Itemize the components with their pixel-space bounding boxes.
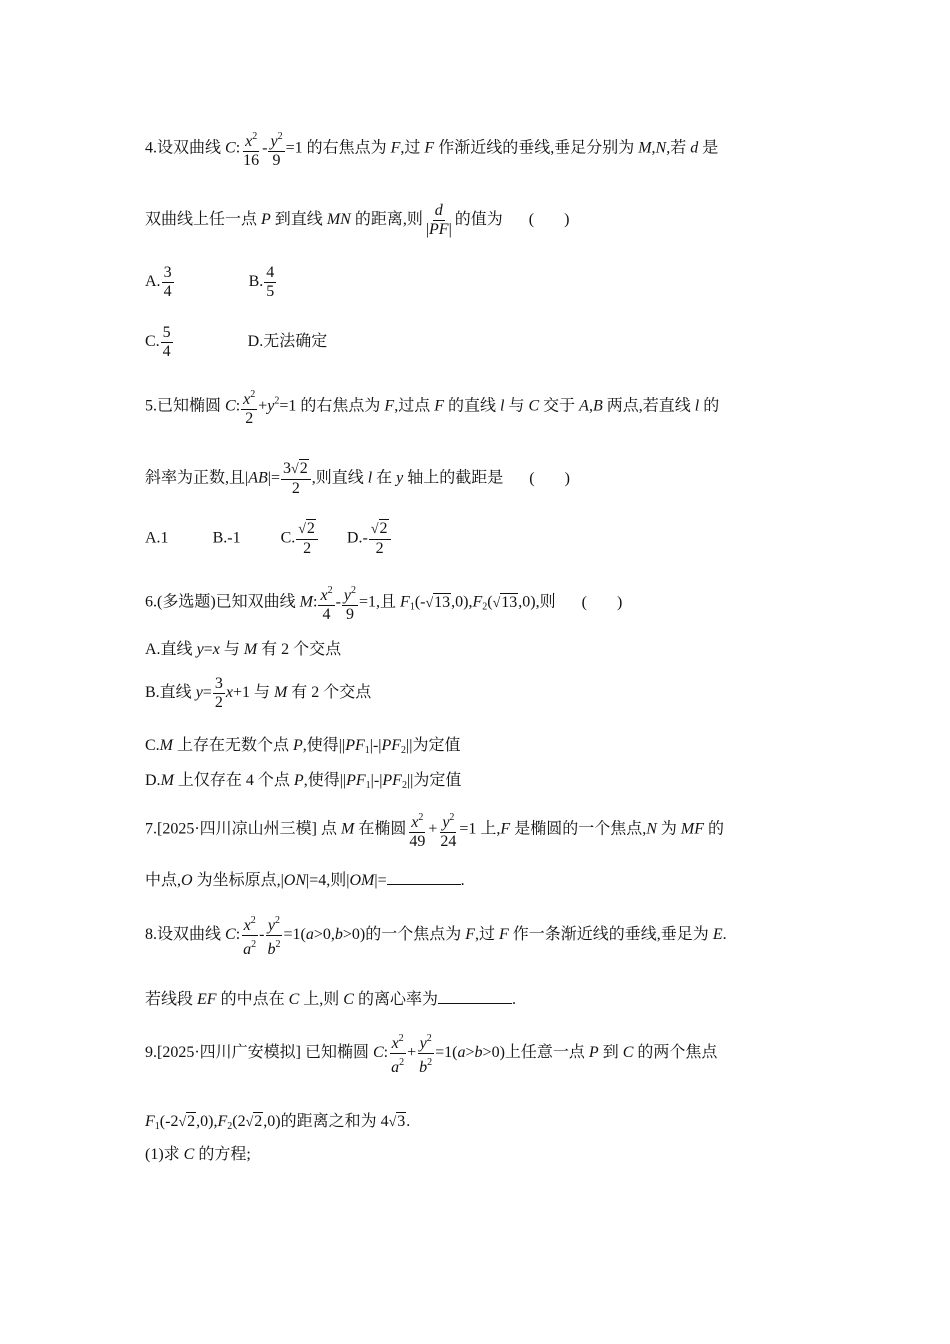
- fraction: $\frac{x^2}{16}$: [241, 128, 261, 170]
- q6-optC: C.M 上存在无数个点 P,使得$||PF_1|-|PF_2||$为定值: [145, 737, 461, 756]
- answer-paren: (): [528, 211, 600, 229]
- q4-text: 4.设双曲线: [145, 139, 226, 157]
- q5-options: A.1 B.-1 C. $\frac{√2}{2}$ D.- $\frac{√2}{2}$: [145, 520, 392, 558]
- q8-line2: 若线段 EF 的中点在 C 上,则 C 的离心率为 .: [145, 991, 516, 1008]
- answer-blank[interactable]: [438, 989, 512, 1004]
- fraction: $\frac{d}{|PF|}$: [425, 202, 452, 238]
- q8-line1: 8.设双曲线 C: $\frac{x^2}{a^2}$ - $\frac{y^2}{b^2}$ =1(a>0,b>0)的一个焦点为 F,过 F 作一条渐近线的垂线,垂足为 E.: [145, 912, 727, 959]
- q4-options-cd: C. $\frac{5}{4}$ D.无法确定: [145, 324, 328, 360]
- q6-line1: 6.(多选题)已知双曲线 M: $\frac{x^2}{4}$ - $\frac{y^2}{9}$ =1,且 $F_1(-√13,0),F_2(√13,0)$,则 (): [145, 582, 652, 624]
- q9-line1: 9.[2025·四川广安模拟] 已知椭圆 C: $\frac{x^2}{a^2}$ + $\frac{y^2}{b^2}$ =1(a>b>0)上任意一点 P 到 C 的两个焦点: [145, 1030, 717, 1077]
- q7-line2: 中点,O 为坐标原点,|ON|=4,则|OM|= .: [145, 872, 465, 889]
- fraction: $\frac{y^2}{9}$: [268, 128, 284, 170]
- q6-optA: A.直线 y=x 与 M 有 2 个交点: [145, 641, 342, 658]
- q4-line2: 双曲线上任一点 P 到直线 MN 的距离,则 $\frac{d}{|PF|}$ 的值为 (): [145, 202, 600, 238]
- q7-line1: 7.[2025·四川凉山州三模] 点 M 在椭圆 $\frac{x^2}{49}$ + $\frac{y^2}{24}$ =1 上,F 是椭圆的一个焦点,N 为 MF 的: [145, 809, 724, 851]
- q6-optB: B.直线 y= $\frac{3}{2}$ x+1 与 M 有 2 个交点: [145, 675, 372, 711]
- q4-line1: 4.设双曲线 C: $\frac{x^2}{16}$ - $\frac{y^2}{9}$ =1 的右焦点为 F,过 F 作渐近线的垂线,垂足分别为 M,N,若 d 是: [145, 128, 718, 170]
- answer-blank[interactable]: [387, 870, 461, 885]
- q9-line2: $F_1(-2√2,0),F_2(2√2,0)$的距离之和为 4√3.: [145, 1113, 411, 1132]
- q5-line1: 5.已知椭圆 C: $\frac{x^2}{2}$ $+y^2=1$ 的右焦点为 F,过点 F 的直线 l 与 C 交于 A,B 两点,若直线 l 的: [145, 386, 719, 428]
- q5-line2: 斜率为正数,且|AB|= $\frac{3√2}{2}$ ,则直线 l 在 y 轴上的截距是 (): [145, 460, 600, 497]
- q9-part1: (1)求 C 的方程;: [145, 1146, 251, 1163]
- q6-optD: D.M 上仅存在 4 个点 P,使得$||PF_1|-|PF_2||$为定值: [145, 772, 462, 791]
- q4-options-ab: A. $\frac{3}{4}$ B. $\frac{4}{5}$: [145, 264, 275, 300]
- var-C: C: [225, 139, 236, 157]
